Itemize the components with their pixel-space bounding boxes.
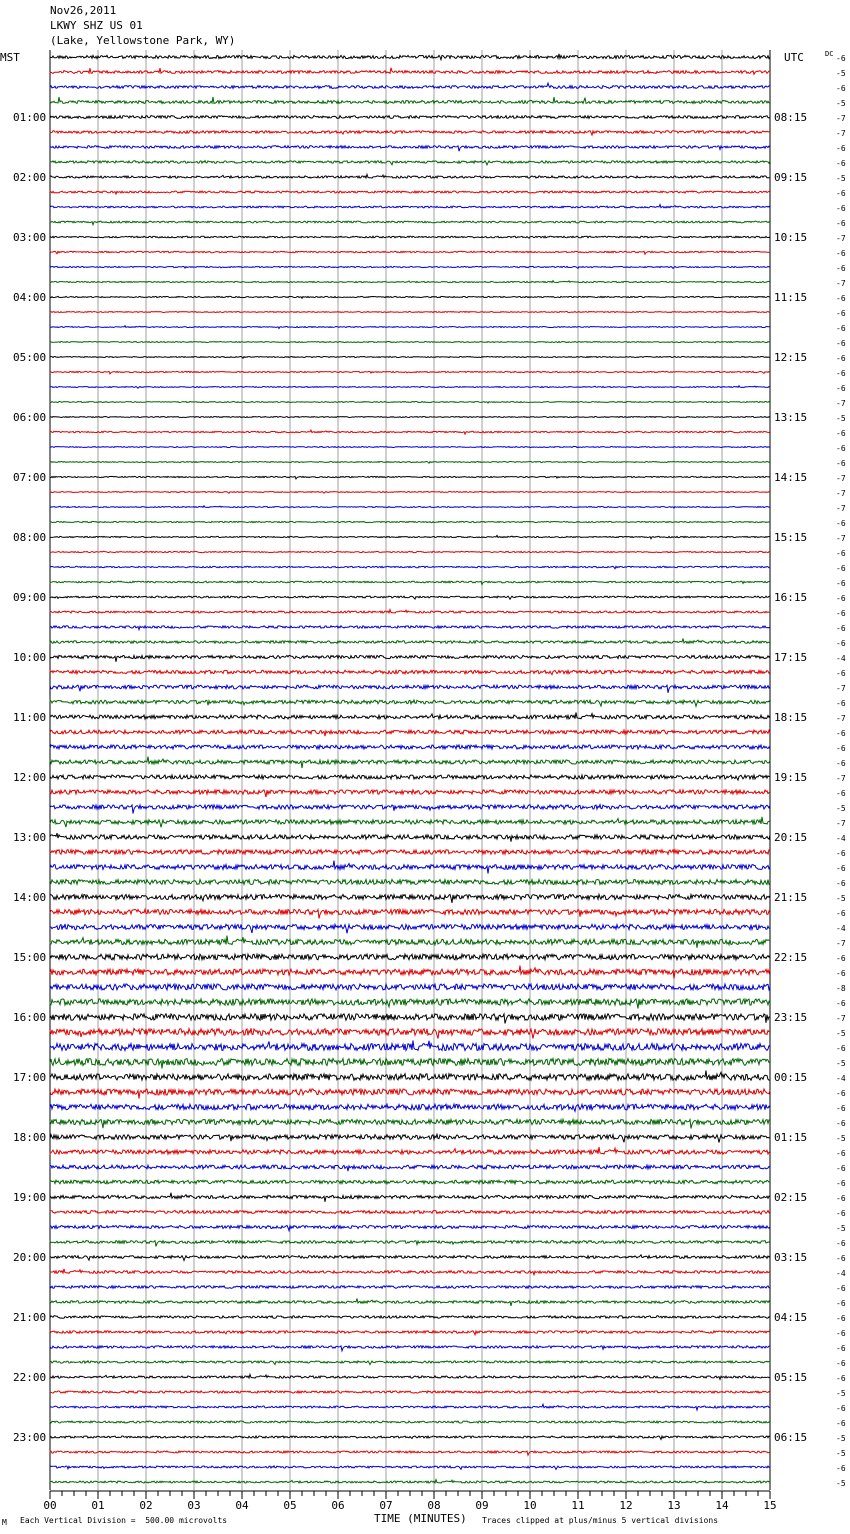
seismic-trace — [50, 581, 770, 584]
seismic-trace — [50, 1286, 770, 1289]
dc-offset-label: -5 — [836, 1389, 846, 1398]
seismic-trace — [50, 205, 770, 208]
mst-hour-label: 14:00 — [13, 891, 47, 904]
dc-offset-label: -6 — [836, 1194, 846, 1203]
seismic-trace — [50, 790, 770, 797]
seismic-trace — [50, 326, 770, 329]
dc-offset-label: -7 — [836, 1014, 846, 1023]
seismic-trace — [50, 1299, 770, 1306]
seismic-trace — [50, 1466, 770, 1470]
x-tick-label: 04 — [235, 1499, 249, 1512]
seismic-trace — [50, 895, 770, 903]
utc-hour-label: 10:15 — [774, 231, 808, 244]
seismic-trace — [50, 775, 770, 780]
x-tick-label: 11 — [571, 1499, 585, 1512]
dc-offset-label: -5 — [836, 1434, 846, 1443]
dc-offset-label: -6 — [836, 1299, 846, 1308]
seismic-trace — [50, 954, 770, 960]
dc-offset-label: -5 — [836, 1029, 846, 1038]
mst-hour-label: 03:00 — [13, 231, 47, 244]
utc-hour-label: 03:15 — [774, 1251, 808, 1264]
utc-hour-label: 21:15 — [774, 891, 808, 904]
mst-hour-label: 11:00 — [13, 711, 47, 724]
dc-offset-label: -7 — [836, 279, 846, 288]
dc-offset-label: -6 — [836, 729, 846, 738]
mst-hour-label: 16:00 — [13, 1011, 47, 1024]
dc-offset-label: -6 — [836, 339, 846, 348]
seismic-trace — [50, 936, 770, 948]
date-label: Nov26,2011 — [50, 4, 117, 17]
mst-hour-label: 10:00 — [13, 651, 47, 664]
dc-offset-label: -6 — [836, 1284, 846, 1293]
dc-offset-label: -6 — [836, 54, 846, 63]
x-tick-label: 06 — [331, 1499, 345, 1512]
mst-hour-label: 01:00 — [13, 111, 47, 124]
seismic-trace — [50, 447, 770, 448]
dc-offset-label: -6 — [836, 1464, 846, 1473]
dc-offset-label: -8 — [836, 984, 846, 993]
dc-offset-label: -6 — [836, 564, 846, 573]
dc-offset-label: -6 — [836, 354, 846, 363]
utc-hour-label: 04:15 — [774, 1311, 808, 1324]
seismic-trace — [50, 1071, 770, 1081]
dc-offset-label: -7 — [836, 684, 846, 693]
dc-offset-label: -6 — [836, 639, 846, 648]
dc-offset-label: -6 — [836, 1104, 846, 1113]
x-tick-label: 08 — [427, 1499, 441, 1512]
dc-offset-label: -7 — [836, 714, 846, 723]
seismic-trace — [50, 342, 770, 343]
mst-hour-label: 22:00 — [13, 1371, 47, 1384]
dc-offset-label: -6 — [836, 969, 846, 978]
dc-offset-label: -5 — [836, 174, 846, 183]
dc-offset-label: -7 — [836, 819, 846, 828]
scale-note: Each Vertical Division = 500.00 microvolts — [20, 1516, 228, 1525]
dc-offset-label: -6 — [836, 1119, 846, 1128]
seismic-trace — [50, 626, 770, 630]
seismic-trace — [50, 1193, 770, 1202]
seismic-trace — [50, 1361, 770, 1365]
seismic-trace — [50, 984, 770, 990]
clip-note: Traces clipped at plus/minus 5 vertical divisions — [482, 1516, 719, 1525]
seismic-trace — [50, 1374, 770, 1379]
utc-axis-label: UTC — [784, 51, 804, 64]
dc-offset-label: -6 — [836, 1209, 846, 1218]
seismic-trace — [50, 1014, 770, 1024]
dc-offset-label: -6 — [836, 84, 846, 93]
dc-offset-label: -5 — [836, 1059, 846, 1068]
seismic-trace — [50, 610, 770, 613]
dc-offset-label: -6 — [836, 159, 846, 168]
seismic-trace — [50, 861, 770, 874]
seismic-trace — [50, 1165, 770, 1171]
dc-offset-label: -6 — [836, 219, 846, 228]
seismic-trace — [50, 1316, 770, 1318]
utc-hour-label: 17:15 — [774, 651, 808, 664]
mst-hour-label: 05:00 — [13, 351, 47, 364]
seismic-trace — [50, 1089, 770, 1099]
dc-offset-label: -4 — [836, 1074, 846, 1083]
seismic-trace — [50, 1041, 770, 1051]
dc-offset-label: -6 — [836, 1374, 846, 1383]
dc-offset-label: -5 — [836, 804, 846, 813]
dc-offset-label: -6 — [836, 744, 846, 753]
seismic-trace — [50, 476, 770, 479]
seismic-trace — [50, 312, 770, 313]
seismic-trace — [50, 999, 770, 1009]
dc-offset-label: -4 — [836, 834, 846, 843]
utc-hour-label: 14:15 — [774, 471, 808, 484]
dc-offset-label: -4 — [836, 924, 846, 933]
dc-offset-label: -6 — [836, 849, 846, 858]
utc-hour-label: 01:15 — [774, 1131, 808, 1144]
dc-offset-label: -6 — [836, 324, 846, 333]
seismic-trace — [50, 909, 770, 918]
seismic-trace — [50, 817, 770, 828]
seismic-trace — [50, 535, 770, 538]
dc-offset-label: -6 — [836, 459, 846, 468]
dc-offset-label: -6 — [836, 264, 846, 273]
mst-hour-label: 02:00 — [13, 171, 47, 184]
dc-offset-label: -6 — [836, 249, 846, 258]
dc-offset-label: -6 — [836, 1164, 846, 1173]
dc-offset-label: -6 — [836, 1419, 846, 1428]
utc-hour-label: 09:15 — [774, 171, 808, 184]
dc-axis-label: DC — [825, 50, 834, 58]
seismic-trace — [50, 417, 770, 418]
dc-offset-label: -7 — [836, 489, 846, 498]
dc-offset-label: -6 — [836, 429, 846, 438]
dc-offset-label: -5 — [836, 1134, 846, 1143]
grid-lines — [50, 50, 770, 1490]
seismic-trace — [50, 1436, 770, 1439]
dc-offset-label: -4 — [836, 654, 846, 663]
dc-offset-label: -6 — [836, 759, 846, 768]
dc-offset-label: -6 — [836, 594, 846, 603]
seismic-trace — [50, 236, 770, 238]
seismic-trace — [50, 492, 770, 494]
x-tick-label: 01 — [91, 1499, 105, 1512]
utc-hour-label: 05:15 — [774, 1371, 808, 1384]
seismic-trace — [50, 161, 770, 165]
seismic-trace — [50, 685, 770, 693]
seismic-trace — [50, 1104, 770, 1111]
dc-offset-label: -6 — [836, 999, 846, 1008]
seismic-trace — [50, 1240, 770, 1246]
seismic-trace — [50, 833, 770, 842]
dc-offset-label: -6 — [836, 789, 846, 798]
dc-offset-label: -6 — [836, 204, 846, 213]
seismic-trace — [50, 1404, 770, 1410]
dc-offset-label: -7 — [836, 774, 846, 783]
seismic-trace — [50, 713, 770, 719]
seismic-trace — [50, 116, 770, 119]
mst-hour-label: 09:00 — [13, 591, 47, 604]
seismic-trace — [50, 83, 770, 88]
dc-offset-label: -6 — [836, 1329, 846, 1338]
x-tick-label: 07 — [379, 1499, 393, 1512]
x-tick-label: 02 — [139, 1499, 153, 1512]
seismic-trace — [50, 566, 770, 568]
seismic-trace — [50, 402, 770, 404]
seismic-trace — [50, 805, 770, 814]
dc-offset-label: -7 — [836, 234, 846, 243]
seismic-trace — [50, 924, 770, 933]
seismic-trace — [50, 191, 770, 194]
utc-hour-label: 23:15 — [774, 1011, 808, 1024]
dc-offset-label: -7 — [836, 534, 846, 543]
dc-offset-label: -7 — [836, 129, 846, 138]
seismic-trace — [50, 174, 770, 178]
seismic-trace — [50, 54, 770, 60]
dc-offset-label: -6 — [836, 309, 846, 318]
utc-hour-label: 22:15 — [774, 951, 808, 964]
utc-hour-label: 19:15 — [774, 771, 808, 784]
x-tick-label: 15 — [763, 1499, 777, 1512]
mst-hour-label: 04:00 — [13, 291, 47, 304]
seismic-trace — [50, 1346, 770, 1351]
seismic-trace — [50, 850, 770, 855]
dc-offset-label: -6 — [836, 1239, 846, 1248]
seismic-trace — [50, 1480, 770, 1483]
mst-hour-label: 15:00 — [13, 951, 47, 964]
seismic-trace — [50, 1255, 770, 1261]
seismic-trace — [50, 551, 770, 552]
seismic-trace — [50, 146, 770, 152]
seismic-trace — [50, 1211, 770, 1215]
utc-hour-label: 11:15 — [774, 291, 808, 304]
dc-offset-label: -5 — [836, 1224, 846, 1233]
dc-offset-label: -5 — [836, 1449, 846, 1458]
seismic-trace — [50, 670, 770, 674]
utc-hour-label: 20:15 — [774, 831, 808, 844]
dc-offset-label: -6 — [836, 384, 846, 393]
utc-hour-label: 15:15 — [774, 531, 808, 544]
dc-offset-label: -6 — [836, 144, 846, 153]
seismic-trace — [50, 1226, 770, 1231]
seismic-trace — [50, 1421, 770, 1423]
utc-hour-label: 08:15 — [774, 111, 808, 124]
seismic-trace — [50, 68, 770, 75]
dc-offset-label: -5 — [836, 414, 846, 423]
utc-hour-label: 06:15 — [774, 1431, 808, 1444]
seismic-trace — [50, 281, 770, 283]
seismic-traces — [50, 54, 770, 1483]
seismic-trace — [50, 386, 770, 388]
dc-offset-label: -6 — [836, 294, 846, 303]
dc-offset-label: -6 — [836, 609, 846, 618]
seismic-trace — [50, 880, 770, 885]
dc-offset-label: -6 — [836, 1344, 846, 1353]
seismic-trace — [50, 131, 770, 135]
station-label: LKWY SHZ US 01 — [50, 19, 143, 32]
utc-hour-label: 12:15 — [774, 351, 808, 364]
seismic-trace — [50, 639, 770, 644]
seismic-trace — [50, 296, 770, 298]
dc-offset-label: -6 — [836, 579, 846, 588]
dc-offset-label: -5 — [836, 1479, 846, 1488]
seismic-trace — [50, 1451, 770, 1455]
seismic-trace — [50, 1331, 770, 1335]
mst-hour-label: 23:00 — [13, 1431, 47, 1444]
mst-hour-label: 17:00 — [13, 1071, 47, 1084]
seismic-trace — [50, 1269, 770, 1275]
seismic-trace — [50, 1119, 770, 1128]
seismic-trace — [50, 221, 770, 225]
mst-hour-label: 06:00 — [13, 411, 47, 424]
seismic-trace — [50, 1134, 770, 1142]
mst-axis-label: MST — [0, 51, 20, 64]
utc-hour-label: 16:15 — [774, 591, 808, 604]
corner-mark: M — [2, 1518, 7, 1527]
seismic-trace — [50, 745, 770, 749]
dc-offset-label: -5 — [836, 894, 846, 903]
seismic-trace — [50, 730, 770, 736]
x-tick-label: 13 — [667, 1499, 681, 1512]
x-tick-label: 00 — [43, 1499, 57, 1512]
mst-hour-label: 13:00 — [13, 831, 47, 844]
dc-offset-label: -6 — [836, 549, 846, 558]
dc-offset-label: -6 — [836, 369, 846, 378]
dc-offset-label: -5 — [836, 69, 846, 78]
dc-offset-label: -6 — [836, 699, 846, 708]
x-tick-label: 09 — [475, 1499, 489, 1512]
x-tick-label: 10 — [523, 1499, 537, 1512]
dc-offset-label: -7 — [836, 939, 846, 948]
dc-offset-label: -6 — [836, 669, 846, 678]
dc-offset-label: -6 — [836, 1149, 846, 1158]
seismic-trace — [50, 1028, 770, 1038]
seismic-trace — [50, 371, 770, 374]
seismic-trace — [50, 596, 770, 599]
dc-offset-label: -6 — [836, 519, 846, 528]
seismic-trace — [50, 655, 770, 661]
seismic-trace — [50, 1059, 770, 1069]
x-tick-label: 14 — [715, 1499, 729, 1512]
seismic-trace — [50, 757, 770, 768]
dc-offset-label: -6 — [836, 624, 846, 633]
mst-hour-label: 19:00 — [13, 1191, 47, 1204]
mst-hour-label: 12:00 — [13, 771, 47, 784]
mst-hour-label: 07:00 — [13, 471, 47, 484]
utc-hour-label: 18:15 — [774, 711, 808, 724]
seismic-trace — [50, 521, 770, 522]
dc-offset-label: -6 — [836, 1314, 846, 1323]
seismic-trace — [50, 462, 770, 464]
dc-offset-label: -6 — [836, 189, 846, 198]
x-axis-ticks — [43, 1491, 776, 1512]
utc-hour-label: 13:15 — [774, 411, 808, 424]
dc-offset-label: -7 — [836, 504, 846, 513]
dc-offset-label: -6 — [836, 1044, 846, 1053]
dc-offset-label: -7 — [836, 114, 846, 123]
location-label: (Lake, Yellowstone Park, WY) — [50, 34, 236, 47]
dc-offset-label: -6 — [836, 864, 846, 873]
x-tick-label: 12 — [619, 1499, 633, 1512]
dc-offset-label: -6 — [836, 1254, 846, 1263]
x-axis-title: TIME (MINUTES) — [374, 1512, 467, 1525]
seismic-trace — [50, 506, 770, 508]
dc-offset-label: -7 — [836, 399, 846, 408]
x-tick-label: 03 — [187, 1499, 201, 1512]
utc-hour-label: 02:15 — [774, 1191, 808, 1204]
dc-offset-label: -6 — [836, 1404, 846, 1413]
dc-offset-label: -6 — [836, 879, 846, 888]
dc-offset-label: -6 — [836, 909, 846, 918]
seismic-trace — [50, 266, 770, 268]
dc-offset-label: -6 — [836, 954, 846, 963]
dc-offset-label: -4 — [836, 1269, 846, 1278]
seismic-trace — [50, 1147, 770, 1154]
seismic-trace — [50, 251, 770, 254]
dc-offset-label: -6 — [836, 1359, 846, 1368]
dc-offset-label: -6 — [836, 1089, 846, 1098]
seismic-trace — [50, 700, 770, 706]
dc-offset-label: -6 — [836, 444, 846, 453]
seismic-trace — [50, 966, 770, 979]
mst-hour-label: 21:00 — [13, 1311, 47, 1324]
mst-hour-label: 08:00 — [13, 531, 47, 544]
dc-offset-label: -7 — [836, 474, 846, 483]
utc-hour-label: 00:15 — [774, 1071, 808, 1084]
x-tick-label: 05 — [283, 1499, 297, 1512]
seismic-trace — [50, 1180, 770, 1184]
seismic-trace — [50, 97, 770, 104]
seismic-trace — [50, 357, 770, 359]
seismic-trace — [50, 430, 770, 434]
dc-offset-label: -6 — [836, 1179, 846, 1188]
mst-hour-label: 20:00 — [13, 1251, 47, 1264]
dc-offset-label: -5 — [836, 99, 846, 108]
seismic-trace — [50, 1391, 770, 1393]
mst-hour-label: 18:00 — [13, 1131, 47, 1144]
